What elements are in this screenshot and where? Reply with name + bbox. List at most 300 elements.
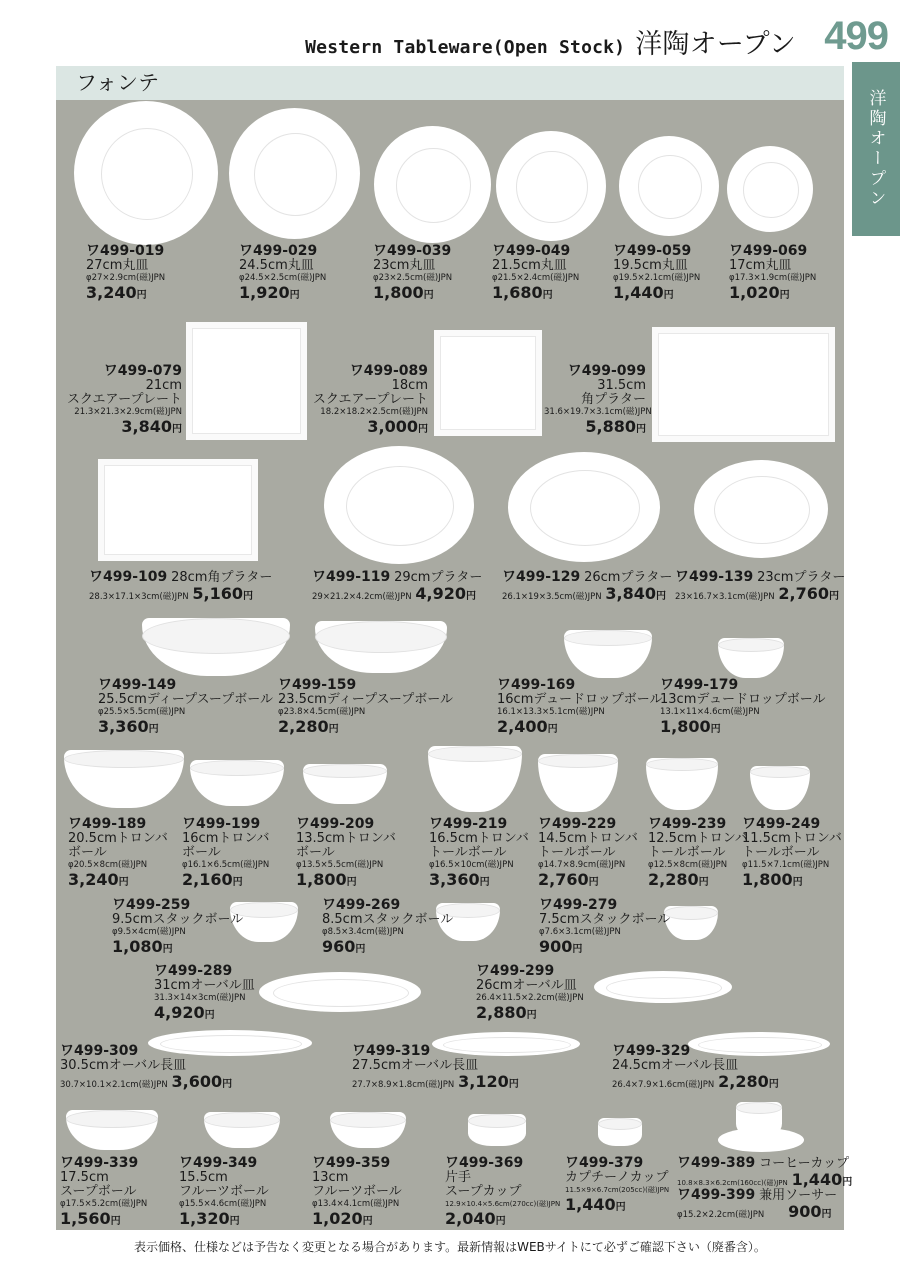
product-name: 17cm丸皿 [729,258,792,273]
product-code: ワ499-139 [675,569,754,585]
product-059 [613,244,700,304]
product-price [296,871,396,891]
product-name: 29cmプラター [394,570,483,585]
product-119 [312,570,482,605]
product-image-239 [646,758,718,810]
product-size: 31.6×19.7×3.1cm(磁)JPN [544,407,652,417]
product-name: 13cmデュードロップボール [660,692,826,707]
product-image-039 [374,126,491,243]
product-size: φ17.5×5.2cm(磁)JPN [60,1199,148,1209]
yen-mark: 円 [423,290,434,301]
product-name-size: 片手 [445,1170,472,1185]
yen-mark: 円 [768,1079,779,1090]
price-value: 1,020 [729,283,780,302]
product-name: 27.5cmオーバル長皿 [352,1058,479,1073]
product-369 [445,1156,560,1230]
product-019 [86,244,165,304]
yen-mark: 円 [792,877,803,888]
product-399 [677,1188,837,1223]
product-code: ワ499-389 [677,1155,756,1171]
product-image-179 [718,638,784,678]
price-value: 4,920 [415,584,467,603]
product-price [312,1210,402,1230]
product-name: 26cmオーバル皿 [476,978,577,993]
product-image-159 [315,621,447,673]
yen-mark: 円 [542,290,553,301]
product-name: スープカップ [445,1184,522,1199]
price-value: 3,840 [605,584,657,603]
price-value: 1,080 [112,937,163,956]
product-code: ワ499-369 [445,1155,524,1171]
product-price [429,871,529,891]
product-169 [497,678,662,738]
product-name-size: 11.5cmトロンバ [742,831,842,846]
product-189 [68,817,168,891]
price-value: 1,800 [296,870,347,889]
product-image-209 [303,764,387,804]
product-size: 27.7×8.9×1.8cm(磁)JPN [352,1080,455,1090]
product-name: トールボール [429,845,507,860]
product-name: フルーツボール [312,1184,402,1199]
product-code: ワ499-219 [429,816,508,832]
product-size: 30.7×10.1×2.1cm(磁)JPN [60,1080,168,1090]
product-size: φ17.3×1.9cm(磁)JPN [729,273,817,283]
product-price [539,938,670,958]
product-code: ワ499-379 [565,1155,644,1171]
product-code: ワ499-049 [492,243,571,259]
product-179 [660,678,825,738]
product-image-199 [190,760,284,806]
header-title-en: Western Tableware(Open Stock) [305,37,626,58]
product-code: ワ499-199 [182,816,261,832]
product-size: φ8.5×3.4cm(磁)JPN [322,927,404,937]
product-price [322,938,453,958]
product-size: φ15.2×2.2cm(磁)JPN [677,1210,765,1220]
yen-mark: 円 [148,724,159,735]
product-size: φ27×2.9cm(磁)JPN [86,273,166,283]
product-price [458,1072,519,1091]
yen-mark: 円 [328,724,339,735]
product-size: 28.3×17.1×3cm(磁)JPN [89,592,189,602]
product-image-369 [468,1114,526,1146]
product-name: スープボール [60,1184,137,1199]
product-name: トールボール [742,845,820,860]
product-price [605,584,666,603]
yen-mark: 円 [355,944,366,955]
product-image-359 [330,1112,406,1148]
product-image-299 [594,971,732,1003]
product-price [742,871,842,891]
product-price [179,1210,269,1230]
price-value: 2,280 [278,717,329,736]
yen-mark: 円 [588,877,599,888]
product-image-189 [64,750,184,808]
product-name: 7.5cmスタックボール [539,912,671,927]
yen-mark: 円 [526,1010,537,1021]
product-image-339 [66,1110,158,1150]
product-name: 16cmデュードロップボール [497,692,663,707]
yen-mark: 円 [710,724,721,735]
product-size: 12.9×10.4×5.6cm(270cc)(磁)JPN [445,1200,561,1208]
product-size: φ21.5×2.4cm(磁)JPN [492,273,580,283]
price-value: 1,680 [492,283,543,302]
category-tab: 洋陶オープン [852,62,900,236]
product-size: 26.1×19×3.5cm(磁)JPN [502,592,602,602]
product-size: 16.1×13.3×5.1cm(磁)JPN [497,707,605,717]
yen-mark: 円 [172,424,182,435]
yen-mark: 円 [243,591,254,602]
product-code: ワ499-039 [373,243,452,259]
product-code: ワ499-339 [60,1155,139,1171]
price-value: 3,120 [458,1072,509,1091]
product-389 [677,1156,852,1191]
product-name-size: 13.5cmトロンバ [296,831,396,846]
price-value: 2,280 [648,870,699,889]
product-size: φ11.5×7.1cm(磁)JPN [742,860,830,870]
product-name: 24.5cm丸皿 [239,258,314,273]
product-size: φ24.5×2.5cm(磁)JPN [239,273,327,283]
product-panel [56,66,853,1230]
product-049 [492,244,579,304]
product-size: 29×21.2×4.2cm(磁)JPN [312,592,412,602]
product-259 [112,898,243,958]
product-image-219 [428,746,522,812]
product-code: ワ499-129 [502,569,581,585]
product-name: 21.5cm丸皿 [492,258,567,273]
price-value: 3,360 [98,717,149,736]
price-value: 2,760 [778,584,830,603]
product-name-size: 13cm [312,1170,349,1185]
product-code: ワ499-399 [677,1187,756,1203]
price-value: 1,560 [60,1209,111,1228]
yen-mark: 円 [346,877,357,888]
yen-mark: 円 [466,591,477,602]
product-name: カプチーノカップ [565,1170,669,1185]
product-code: ワ499-329 [612,1043,691,1059]
product-image-389 [736,1102,782,1138]
price-value: 5,880 [585,417,636,436]
product-code: ワ499-249 [742,816,821,832]
product-size: φ20.5×8cm(磁)JPN [68,860,148,870]
product-price [112,938,243,958]
product-size: φ19.5×2.1cm(磁)JPN [613,273,701,283]
page-header [305,22,796,61]
product-image-379 [598,1118,642,1146]
product-price [565,1196,669,1216]
product-319 [352,1044,519,1093]
product-price [182,871,269,891]
product-price [729,284,816,304]
product-size: φ12.5×8cm(磁)JPN [648,860,728,870]
price-value: 1,800 [742,870,793,889]
product-code: ワ499-069 [729,243,808,259]
product-109 [89,570,272,605]
product-name-size: 20.5cmトロンバ [68,831,168,846]
product-name: 23.5cmディープスープボール [278,692,453,707]
product-code: ワ499-359 [312,1155,391,1171]
product-code: ワ499-309 [60,1043,139,1059]
product-size: φ16.5×10cm(磁)JPN [429,860,514,870]
product-069 [729,244,816,304]
price-value: 3,240 [68,870,119,889]
product-price [68,871,168,891]
product-size: φ15.5×4.6cm(磁)JPN [179,1199,267,1209]
product-size: 23×16.7×3.1cm(磁)JPN [675,592,775,602]
product-name: 26cmプラター [584,570,673,585]
product-339 [60,1156,147,1230]
product-name: 28cm角プラター [171,570,273,585]
product-name: 25.5cmディープスープボール [98,692,273,707]
yen-mark: 円 [222,1079,233,1090]
product-name: 兼用ソーサー [759,1188,838,1203]
product-name-size: 14.5cmトロンバ [538,831,638,846]
product-359 [312,1156,402,1230]
yen-mark: 円 [479,877,490,888]
product-price [306,418,428,438]
price-value: 3,840 [121,417,172,436]
product-price [373,284,452,304]
price-value: 1,440 [613,283,664,302]
product-size: φ16.1×6.5cm(磁)JPN [182,860,270,870]
product-price [648,871,748,891]
product-name: コーヒーカップ [759,1156,850,1171]
product-price [778,584,839,603]
product-image-069 [727,146,813,232]
product-image-279 [664,906,718,940]
footer-note: 表示価格、仕様などは予告なく変更となる場合があります。最新情報はWEBサイトにて必ずご確認下さい（廃番含）。 [134,1240,766,1254]
product-code: ワ499-169 [497,677,576,693]
price-value: 1,800 [660,717,711,736]
product-name: 23cmプラター [757,570,846,585]
product-code: ワ499-179 [660,677,739,693]
product-name: 31cmオーバル皿 [154,978,255,993]
product-code: ワ499-119 [312,569,391,585]
product-price [492,284,579,304]
product-code: ワ499-279 [539,897,618,913]
product-219 [429,817,529,891]
yen-mark: 円 [418,424,428,435]
product-size: φ14.7×8.9cm(磁)JPN [538,860,626,870]
product-name: スクエアープレート [312,392,428,407]
product-379 [565,1156,669,1216]
product-size: 31.3×14×3cm(磁)JPN [154,993,246,1003]
product-349 [179,1156,269,1230]
product-price [56,418,182,438]
product-code: ワ499-099 [567,363,646,379]
product-name: 8.5cmスタックボール [322,912,454,927]
yen-mark: 円 [547,724,558,735]
product-code: ワ499-079 [103,363,182,379]
product-code: ワ499-259 [112,897,191,913]
yen-mark: 円 [289,290,300,301]
product-image-139 [694,460,828,558]
product-code: ワ499-059 [613,243,692,259]
product-image-049 [496,131,606,241]
product-price [718,1072,779,1091]
product-image-289 [259,972,421,1012]
product-code: ワ499-019 [86,243,165,259]
product-code: ワ499-319 [352,1043,431,1059]
price-value: 1,440 [565,1195,616,1214]
product-code: ワ499-289 [154,963,233,979]
product-229 [538,817,638,891]
product-139 [675,570,845,605]
price-value: 1,320 [179,1209,230,1228]
yen-mark: 円 [136,290,147,301]
product-149 [98,678,273,738]
product-199 [182,817,269,891]
product-name: トールボール [538,845,616,860]
product-code: ワ499-089 [349,363,428,379]
product-price [497,718,662,738]
product-name: トールボール [648,845,726,860]
product-name: フルーツボール [179,1184,269,1199]
product-329 [612,1044,779,1093]
product-image-129 [508,452,660,562]
yen-mark: 円 [663,290,674,301]
product-price [538,871,638,891]
product-price [60,1210,147,1230]
product-name: ボール [68,845,107,860]
product-size: φ23×2.5cm(磁)JPN [373,273,453,283]
product-price [86,284,165,304]
product-image-029 [229,108,360,239]
product-129 [502,570,672,605]
product-code: ワ499-029 [239,243,318,259]
product-089 [306,364,428,438]
product-029 [239,244,326,304]
product-code: ワ499-109 [89,569,168,585]
product-size: φ23.8×4.5cm(磁)JPN [278,707,366,717]
product-size: 26.4×7.9×1.6cm(磁)JPN [612,1080,715,1090]
price-value: 900 [788,1202,822,1221]
page-number: 499 [824,14,888,58]
product-size: 21.3×21.3×2.9cm(磁)JPN [74,407,182,417]
product-size: 11.5×9×6.7cm(205cc)(磁)JPN [565,1186,670,1194]
yen-mark: 円 [698,877,709,888]
price-value: 2,880 [476,1003,527,1022]
yen-mark: 円 [229,1216,240,1227]
yen-mark: 円 [232,877,243,888]
product-309 [60,1044,232,1093]
yen-mark: 円 [508,1079,519,1090]
product-price [476,1004,584,1024]
price-value: 960 [322,937,356,956]
product-239 [648,817,748,891]
product-name: 27cm丸皿 [86,258,149,273]
product-name: 9.5cmスタックボール [112,912,244,927]
product-code: ワ499-229 [538,816,617,832]
product-name-size: 31.5cm [597,378,646,393]
price-value: 2,040 [445,1209,496,1228]
yen-mark: 円 [204,1010,215,1021]
product-name: 19.5cm丸皿 [613,258,688,273]
yen-mark: 円 [829,591,840,602]
product-269 [322,898,453,958]
product-name-size: 16.5cmトロンバ [429,831,529,846]
product-code: ワ499-269 [322,897,401,913]
product-size: 18.2×18.2×2.5cm(磁)JPN [320,407,428,417]
section-title: フォンテ [56,66,844,100]
yen-mark: 円 [779,290,790,301]
product-price [415,584,476,603]
product-209 [296,817,396,891]
price-value: 3,240 [86,283,137,302]
product-price [154,1004,255,1024]
product-image-079 [186,322,307,440]
price-value: 3,000 [367,417,418,436]
product-image-249 [750,766,810,810]
yen-mark: 円 [572,944,583,955]
product-image-099 [652,327,835,442]
product-image-109 [98,459,258,561]
yen-mark: 円 [362,1216,373,1227]
price-value: 2,160 [182,870,233,889]
product-name-size: 18cm [391,378,428,393]
yen-mark: 円 [615,1202,626,1213]
yen-mark: 円 [110,1216,121,1227]
product-code: ワ499-209 [296,816,375,832]
product-159 [278,678,453,738]
product-299 [476,964,584,1024]
product-price [544,418,646,438]
product-249 [742,817,842,891]
product-image-169 [564,630,652,678]
price-value: 3,360 [429,870,480,889]
price-value: 4,920 [154,1003,205,1022]
product-name: 角プラター [581,392,646,407]
price-value: 2,280 [718,1072,769,1091]
product-size: φ13.5×5.5cm(磁)JPN [296,860,384,870]
product-image-019 [74,101,218,245]
product-name: 30.5cmオーバル長皿 [60,1058,187,1073]
product-price [192,584,253,603]
product-size: 26.4×11.5×2.2cm(磁)JPN [476,993,584,1003]
yen-mark: 円 [821,1209,832,1220]
product-279 [539,898,670,958]
price-value: 2,400 [497,717,548,736]
product-price [660,718,825,738]
product-079 [56,364,182,438]
product-price [613,284,700,304]
product-code: ワ499-189 [68,816,147,832]
product-size: 13.1×11×4.6cm(磁)JPN [660,707,760,717]
product-size: φ25.5×5.5cm(磁)JPN [98,707,186,717]
price-value: 3,600 [171,1072,223,1091]
product-image-229 [538,754,618,812]
price-value: 1,020 [312,1209,363,1228]
product-image-349 [204,1112,280,1148]
product-name-size: 12.5cmトロンバ [648,831,748,846]
product-name-size: 15.5cm [179,1170,228,1185]
product-price [445,1210,560,1230]
product-price [278,718,453,738]
product-price [792,1170,853,1189]
product-289 [154,964,255,1024]
yen-mark: 円 [842,1177,853,1188]
price-value: 1,800 [373,283,424,302]
product-099 [544,363,652,438]
product-name-size: 16cmトロンバ [182,831,270,846]
product-code: ワ499-349 [179,1155,258,1171]
product-code: ワ499-149 [98,677,177,693]
product-image-059 [619,136,719,236]
product-name: 23cm丸皿 [373,258,436,273]
product-code: ワ499-239 [648,816,727,832]
price-value: 5,160 [192,584,244,603]
product-name-size: 21cm [145,378,182,393]
product-name: ボール [296,845,335,860]
